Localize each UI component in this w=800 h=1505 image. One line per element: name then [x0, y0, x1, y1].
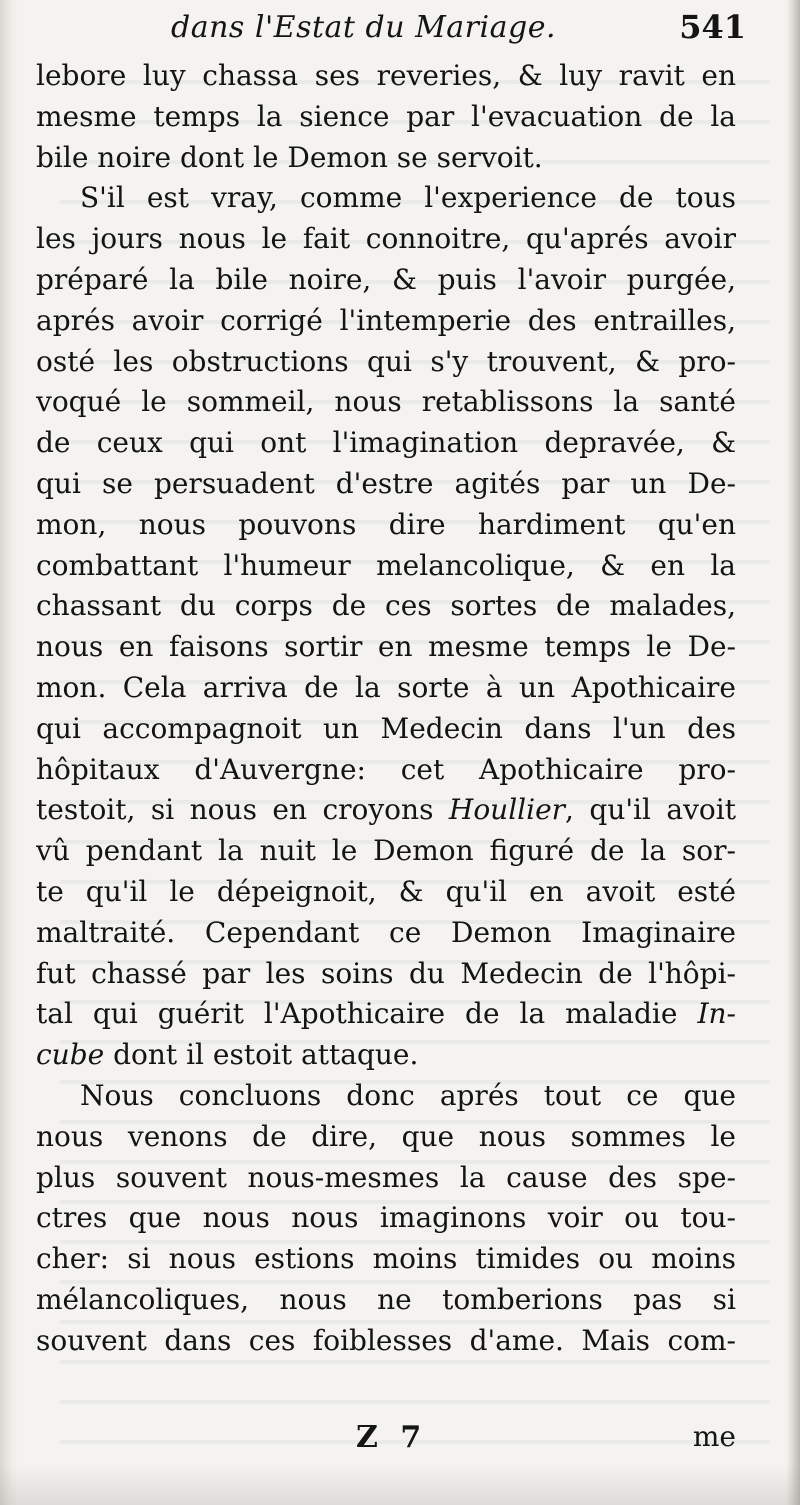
page-right-edge-shadow [786, 0, 800, 1505]
text-line: mon, nous pouvons dire hardiment qu'en [36, 507, 736, 541]
text-line: nous venons de dire, que nous sommes le [36, 1119, 736, 1153]
text-line: fut chassé par les soins du Medecin de l'hôpi- [36, 956, 736, 990]
text-line: de ceux qui ont l'imagination depravée, & [36, 426, 736, 460]
text-line: testoit, si nous en croyons Houllier, qu'il avoit [36, 793, 736, 827]
text-line: tal qui guérit l'Apothicaire de la maladie In- [36, 997, 736, 1031]
text-line: mon. Cela arriva de la sorte à un Apothicaire [36, 670, 736, 704]
text-line: plus souvent nous-mesmes la cause des spe- [36, 1160, 736, 1194]
signature-mark: Z 7 [356, 1420, 428, 1455]
text-line: maltraité. Cependant ce Demon Imaginaire [36, 915, 736, 949]
text-line: combattant l'humeur melancolique, & en la [36, 548, 736, 582]
text-line: cher: si nous estions moins timides ou moins [36, 1242, 736, 1276]
body-text [36, 56, 736, 1362]
page-bottom-shadow [0, 1465, 800, 1505]
text-line: vû pendant la nuit le Demon figuré de la sor- [36, 834, 736, 868]
text-line: aprés avoir corrigé l'intemperie des entrailles, [36, 303, 736, 337]
text-line: hôpitaux d'Auvergne: cet Apothicaire pro- [36, 752, 736, 786]
page-number: 541 [679, 8, 746, 46]
text-line: ctres que nous nous imaginons voir ou tou- [36, 1201, 736, 1235]
text-line: mélancoliques, nous ne tomberions pas si [36, 1282, 736, 1316]
catchword: me [692, 1420, 736, 1453]
page-header [36, 6, 746, 54]
page-left-edge-shadow [0, 0, 18, 1505]
text-line: Nous concluons donc aprés tout ce que [80, 1078, 736, 1112]
text-line: nous en faisons sortir en mesme temps le De- [36, 630, 736, 664]
text-line: lebore luy chassa ses reveries, & luy ravit en [36, 59, 736, 92]
text-line: S'il est vray, comme l'experience de tous [80, 181, 736, 215]
text-line: voqué le sommeil, nous retablissons la santé [36, 385, 736, 419]
text-line: te qu'il le dépeignoit, & qu'il en avoit esté [36, 874, 736, 908]
text-line: qui se persuadent d'estre agités par un De- [36, 466, 736, 500]
text-line: mesme temps la sience par l'evacuation de la [36, 99, 736, 133]
text-line: cube dont il estoit attaque. [36, 1038, 419, 1072]
running-title: dans l'Estat du Mariage. [171, 10, 556, 45]
text-line: préparé la bile noire, & puis l'avoir purgée, [36, 262, 736, 296]
page-footer [36, 1420, 736, 1460]
text-line: souvent dans ces foiblesses d'ame. Mais com- [36, 1323, 736, 1357]
text-line: osté les obstructions qui s'y trouvent, & pro- [36, 344, 736, 378]
text-line: chassant du corps de ces sortes de malades, [36, 589, 736, 623]
text-line: bile noire dont le Demon se servoit. [36, 140, 543, 174]
text-line: qui accompagnoit un Medecin dans l'un des [36, 711, 736, 745]
text-line: les jours nous le fait connoitre, qu'aprés avoir [36, 222, 736, 256]
